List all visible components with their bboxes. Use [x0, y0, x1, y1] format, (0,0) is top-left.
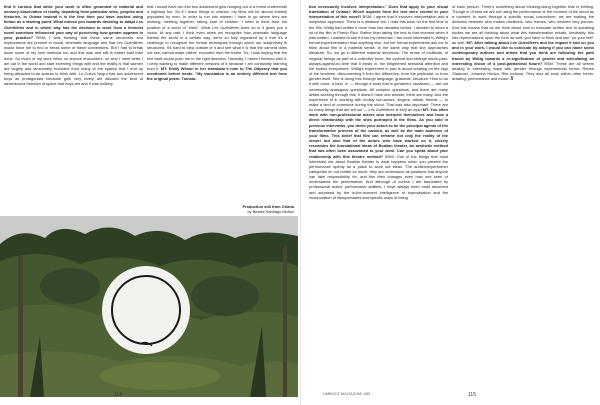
text-run: we are not using the performance or the moment of the shoot as a moment to work through a specific social conundrum; we are making the divisions between who makes decisions, who frames, who decides very porous. And this means that as we think about how to translate written text to speaking bodies we are all thinking about what this transformation entails. Inevitably, this has repercussions upon the form as well, you have to think and see "on your feet" as well. [452, 9, 594, 46]
text-run: At any rate, I think even when we recognize how cinematic language frames the world in a certain way, we're so fully organized by it that it's a challenge to recognize the formal techniques through which our subjectivity is structured. It's hard to step outside of it and see what it is that the camera does not see, cannot make visible, excluded from the frame. So, I was hoping that the text itself would push me in the right direction. Honestly, I haven't finished with it. I keep wanting to make different versions of it because I am constantly learning from it. [147, 29, 287, 71]
col1-paragraph [4, 4, 143, 87]
col2-paragraph [147, 4, 287, 81]
text-run: find it curious that while your work is often grounded in material and sensory observation of reality, departing from particular sites, peoples and histories, in [4, 4, 143, 20]
text-run: Les Guérillères [510, 40, 539, 46]
page-number-right: 115 [468, 392, 476, 398]
text-run: MT: Emily Wilson in her translator's note to [159, 65, 246, 71]
text-run: and in which way has the decision to work from a feminist novel somehow influenced your way of perceiving how gender appears in your practice? [4, 24, 143, 40]
text-run: of each person. There's something about thinking-doing together that is thrilling. Though in [452, 4, 594, 15]
caption-credit: by Beatriz Santiago Muñoz [247, 209, 294, 214]
text-run: Oriana [29, 14, 42, 20]
text-run: The Odyssey [245, 65, 270, 71]
text-run: is truly an epic! [394, 107, 422, 113]
text-run: BSM: I agree that it involves interpretation and a subjective approach. There is a distance too. I read this book for the first time in the 90s. Wittig had written it more than two decades before. I decided to shoot a lot of the film in Puerto Rico. Rather than taking the text to that moment when it was written, I wanted to see it from my here/now. I am more interested in Wittig's formal experimentation than anything else, but her formal experiments ask me to think about film in a material sense, in the same way that she approaches literature. So, we go in different material directions. The sense of multitude, of singular beings as part of a collective force, the cyclical and strange future-past-always-against-no-time that it exists in, the heightened sensorial attention and the bodies everywhere. Wittig's experiment in part is about creating on the sign of the feminine, disconnecting it from the difference, from the particular, or from gender itself. She is doing this through language, grammar, structure. How to do it with voice, a tone, or — through a body that is gendered, racialized — are not necessarily analogous questions. All complex questions, and there are many artists working through this; it doesn't have one answer, there are many. And the experience of it, working with mostly non-actors, singers, artists, friends — to make a kind of commune during the shoot. That was also important. There are so many things that are left out — [309, 14, 448, 113]
text-run: BSM: One of the things that most interested me about Boalian theater is what happens when you present the performance openly as a place to work out ideas. The audience/performer categories do not matter so much; they are understood as positions that anyone can take responsibility for, and this then changes even how one sees or understands the performance. And although of course I am fascinated by professional actors' performative abilities, I have always been most absorbed and surprised by the in-the-moment intelligence of improvisation and the incorporation of idiosyncrasies and specific ways of being [309, 153, 448, 200]
text-run: Les Guérillères [116, 40, 143, 46]
text-run: Les Guérillères [4, 19, 143, 30]
text-run: and the impact it had on you and in your work, I would like to conclude by asking if you can name some contemporary authors and artists that you think are following the path traced by Wittig towards a re-signification of gender and articulating an interesting vision of a post-patriarchal future? [452, 40, 594, 66]
text-run: BSM: These are all writers dealing in interesting ways with gender through experimental forms: Renee Gladman, Johanna Hedva, Rita Indiana. They also all work within other forms: drawing, performance and music. [452, 60, 594, 82]
forest-target-illustration [0, 216, 298, 397]
text-run: that I would have run into two adolescent girls hanging out in a forest underneath a highway too. So if I leave things to chance, my films will be almost entirely populated by men. In order to run into women I have to go where they are working, meeting together, taking care of children. I need to think from the position of a world of "elles". What [147, 4, 287, 30]
text-column-3 [309, 4, 448, 404]
text-run: instead it is the first time you have worked using fiction as a starting point. What moved you towards deciding to adapt [4, 14, 143, 25]
col4-paragraph [452, 4, 594, 82]
text-run: would force me to find or break some of these conventions. But I had to break down some of my own methods too and this was and still is easier said than done. So much of my work relies on chance encounters, on who I meet while I am out in the world and start inventing things with and the reality is that women are largely and structurally excluded from many of the spaces that I end up being attracted to as spaces to think with. Lo Cuevó Negro has two adolescent boys as protagonists because girls very rarely are allowed the kind of adventurous freedom of space that boys are and it was unlikely [4, 45, 143, 87]
text-column-4 [452, 4, 594, 174]
col3-paragraph [309, 4, 448, 200]
text-run: Oriana [470, 9, 483, 15]
page-gutter [300, 0, 301, 405]
magazine-name: UMBIGO MAGAZINE #80 [323, 392, 371, 396]
text-run: does do is it gives you a vision. [147, 24, 287, 35]
end-mark: // [510, 76, 514, 83]
text-run: BSM: I was thinking that these same structures and expectations are present in visual, cinematic language and that [4, 34, 143, 46]
text-run: Les Guérillères [212, 24, 240, 30]
text-run: that you mentioned before wrote: "My translation is an entirely different text from the original poem. Transla- [147, 65, 287, 82]
text-run: Les Guérillères [368, 107, 395, 113]
text-column-1 [4, 4, 143, 204]
text-column-2 [147, 4, 287, 204]
production-still-photo [0, 216, 298, 397]
text-run: MT: You often work with non-professional actors who interpret themselves and have a direct relationship with the sites portrayed in the films. As you said in previous interviews, you deem your actors to be the principal agents of the transformative process of the camera, as well as the main audience of your films. This belief that film can reframe not only the reality of the viewer but also that of the actors who have worked on it, closely resembles the foundational ideas of Boalian theater, an aesthetic method that has often been associated to your work. Can you speak about your relationship with this theatre method? [309, 107, 448, 159]
page-number-left: 114 [114, 392, 122, 398]
text-run: MT: After talking about [465, 40, 511, 46]
caption-title: Production still from Oriana [242, 204, 294, 209]
text-run: tion necessarily involves interpretation." Does that apply to your visual translation of Oriana? Which aspects from the text were central in your interpretation of this novel? [309, 4, 448, 20]
photo-caption [174, 204, 294, 214]
